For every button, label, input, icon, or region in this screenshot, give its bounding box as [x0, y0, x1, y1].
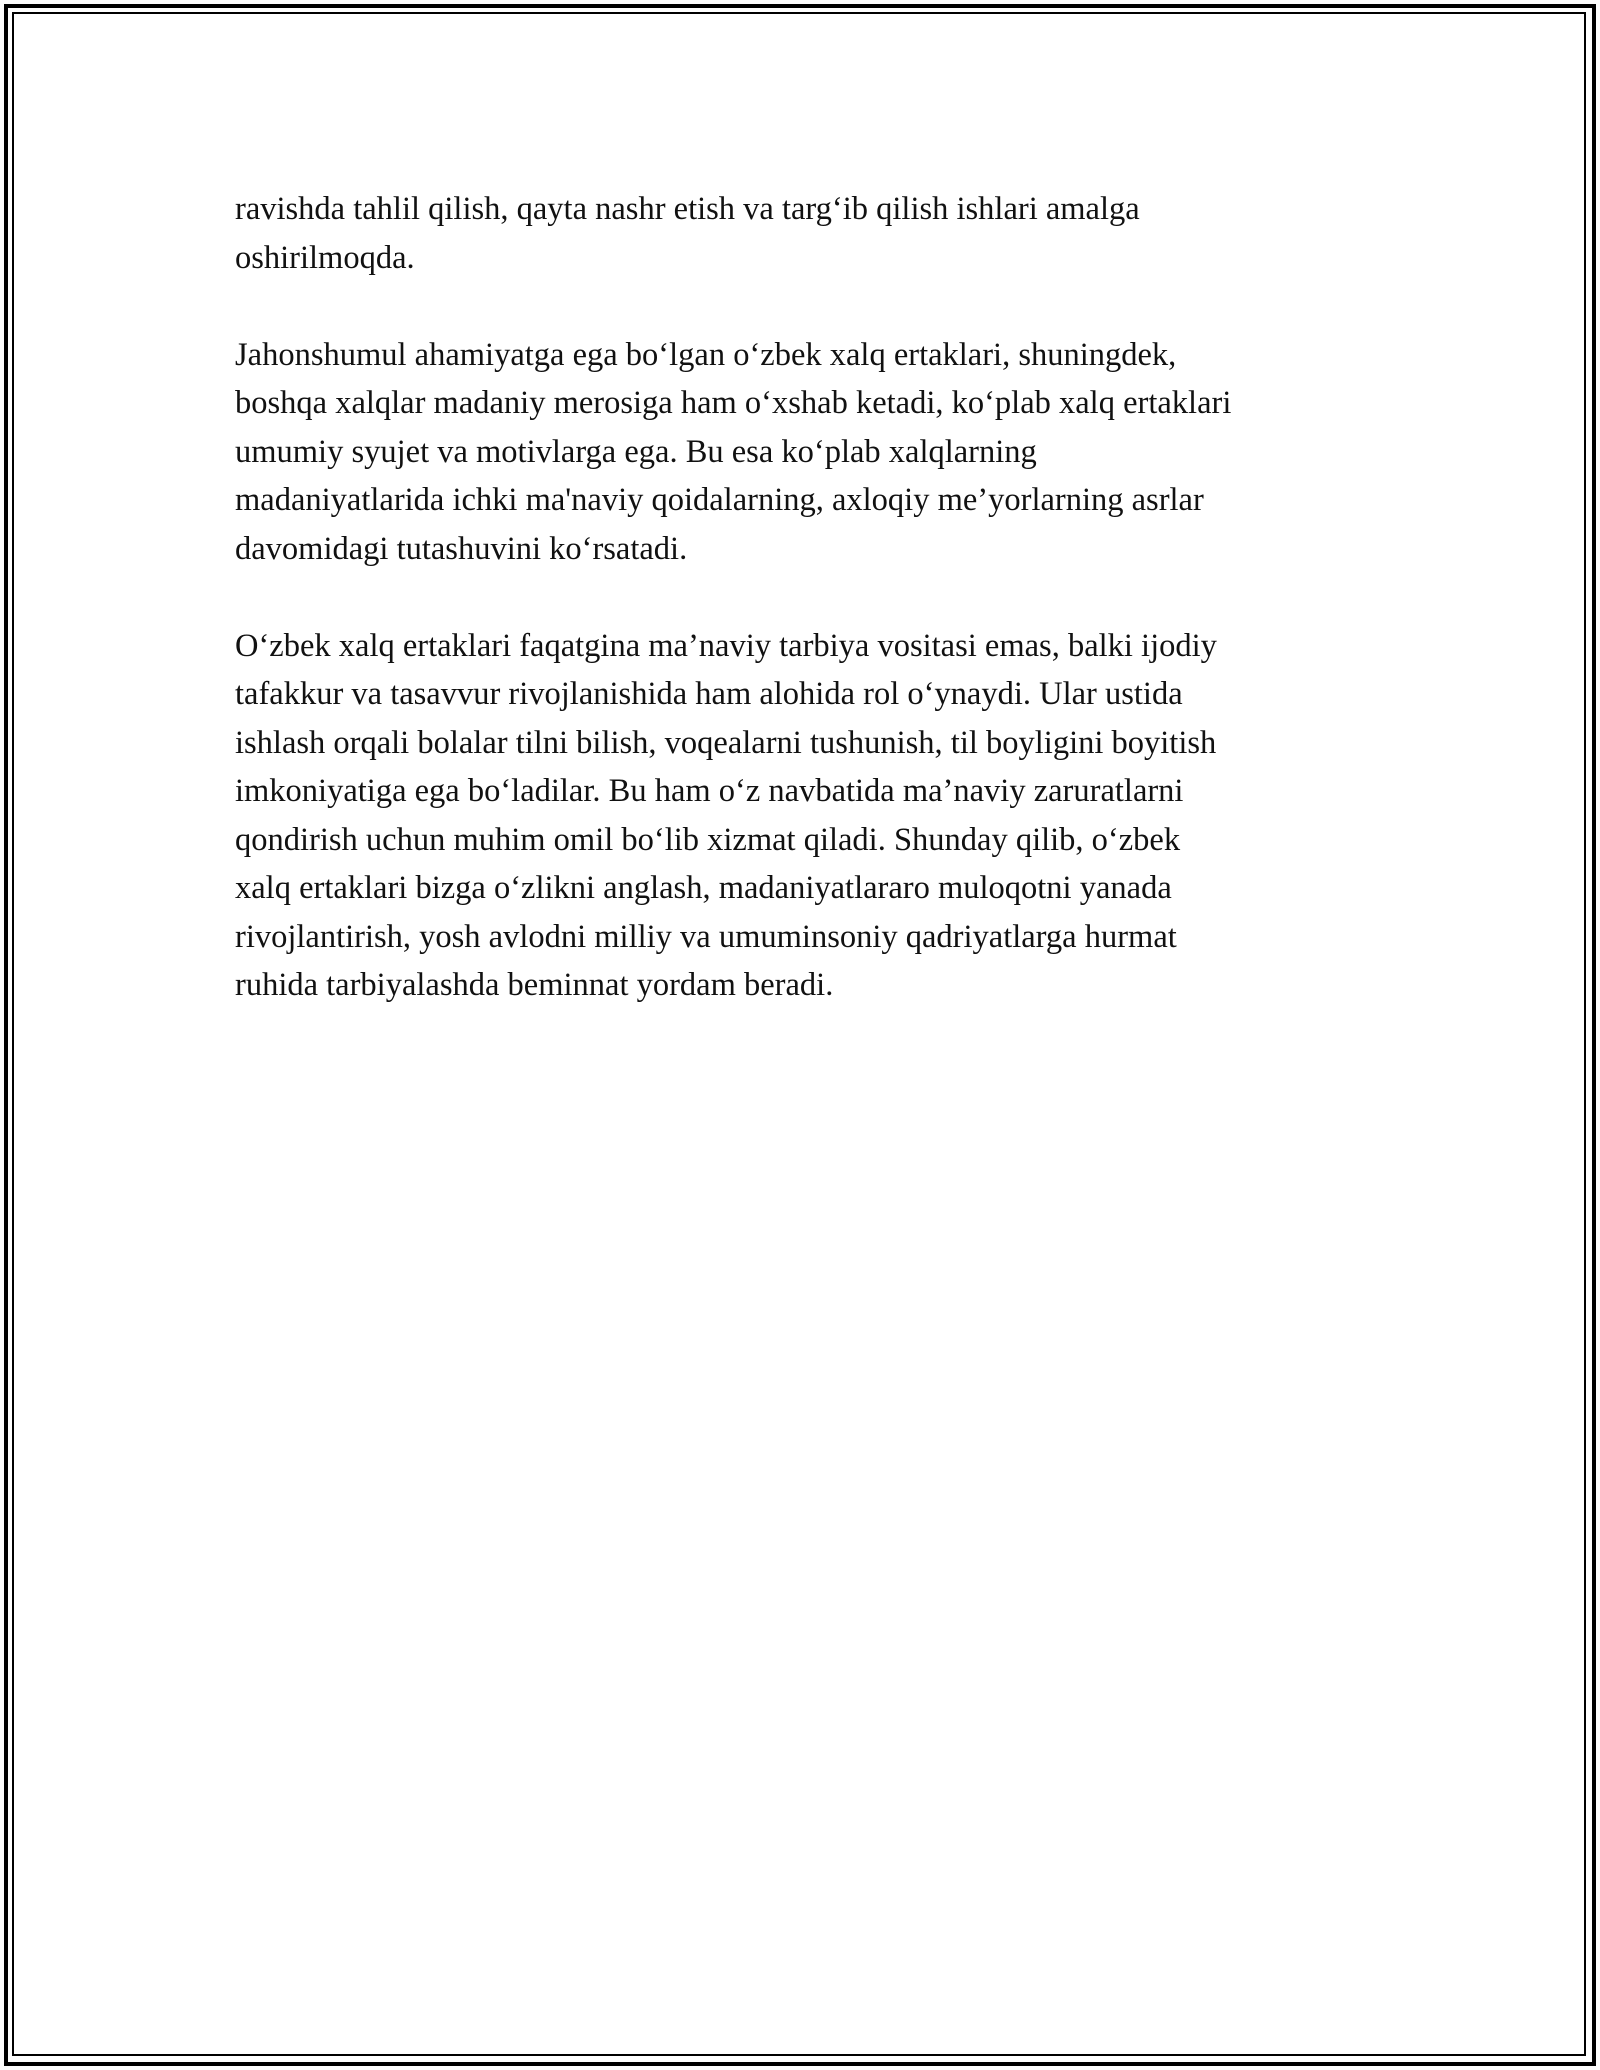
paragraph-3: O‘zbek xalq ertaklari faqatgina ma’naviy tarbiya vositasi emas, balki ijodiy tafakkur va tasavvur rivojlanishida ham alohida rol o‘ynaydi. Ular ustida ishlash orqali bolalar tilni bilish, voqealarni tushunish, til boyligini boyitish imkoniyatiga ega bo‘ladilar. Bu ham o‘z navbatida ma’naviy zaruratlarni qondirish uchun muhim omil bo‘lib xizmat qiladi. Shunday qilib, o‘zbek xalq ertaklari bizga o‘zlikni anglash, madaniyatlararo muloqotni yanada rivojlantirish, yosh avlodni milliy va umuminsoniy qadriyatlarga hurmat ruhida tarbiyalashda beminnat yordam beradi. [235, 627, 1217, 1003]
paragraph-2: Jahonshumul ahamiyatga ega bo‘lgan o‘zbek xalq ertaklari, shuningdek, boshqa xalqlar madaniy merosiga ham o‘xshab ketadi, ko‘plab xalq ertaklari umumiy syujet va motivlarga ega. Bu esa ko‘plab xalqlarning madaniyatlarida ichki ma'naviy qoidalarning, axloqiy me’yorlarning asrlar davomidagi tutashuvini ko‘rsatadi. [235, 336, 1232, 567]
paragraph-1: ravishda tahlil qilish, qayta nashr etish va targ‘ib qilish ishlari amalga oshirilmoqda. [235, 191, 1140, 276]
document-body [235, 185, 1385, 1058]
